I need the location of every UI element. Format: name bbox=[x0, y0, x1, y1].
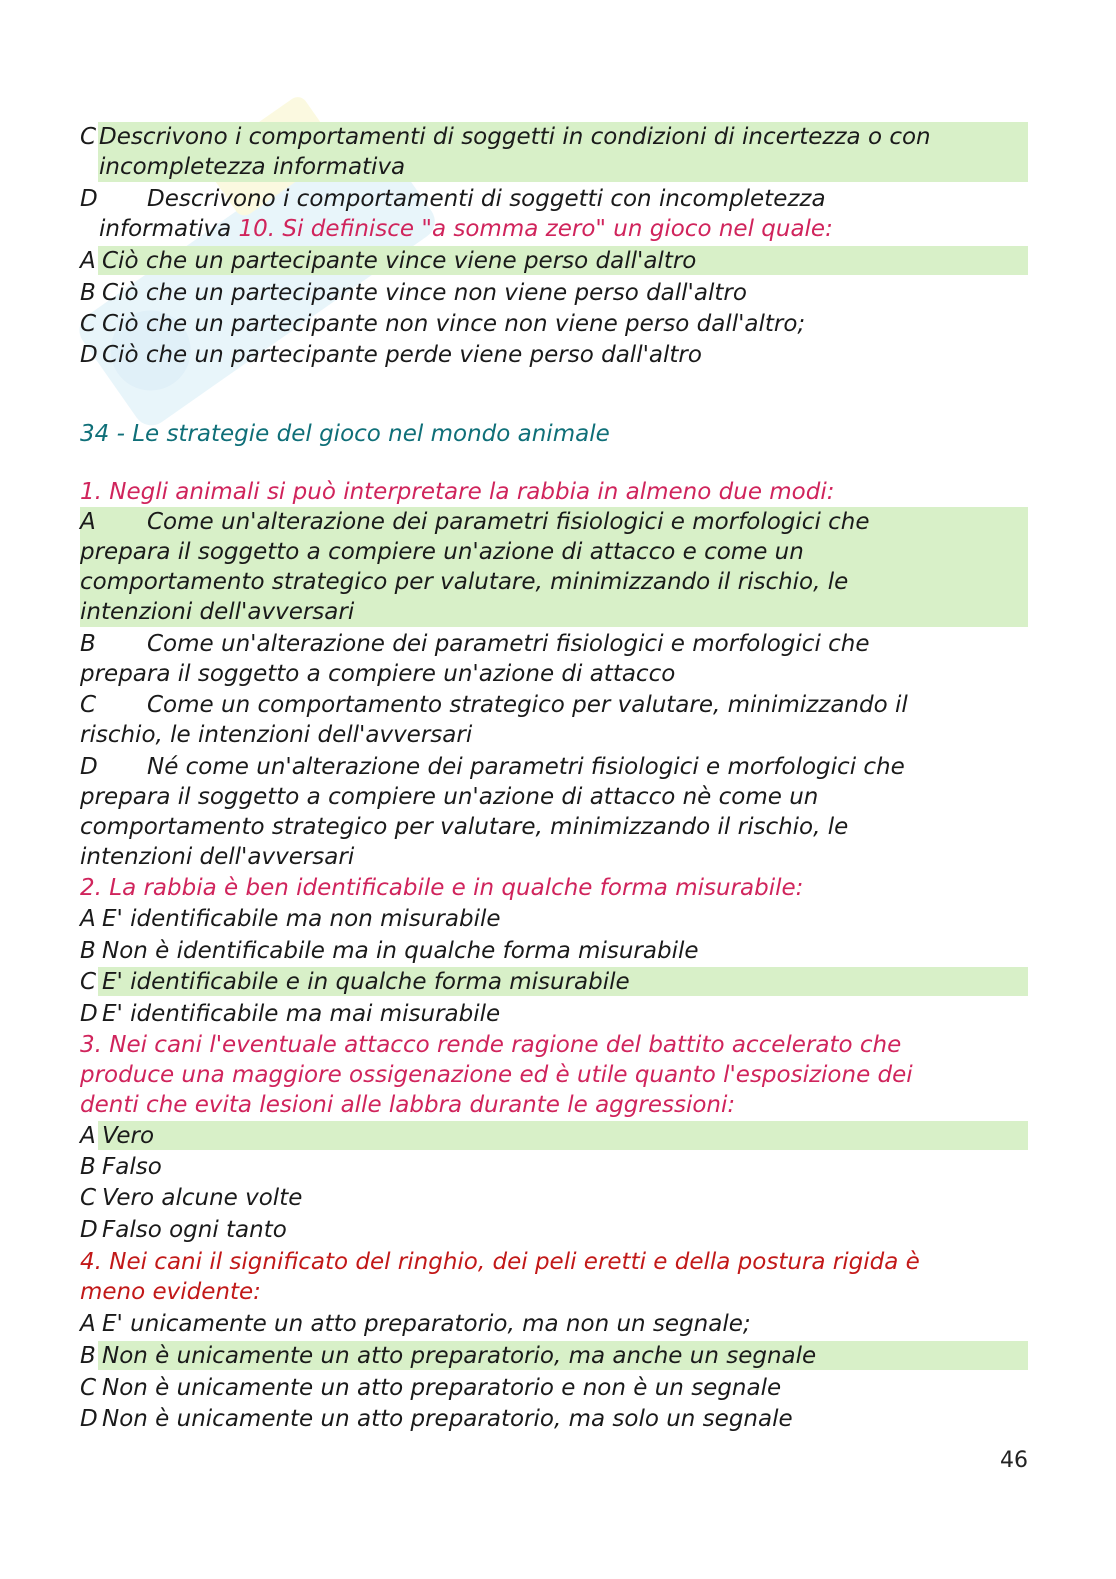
q1-option-a-cont: intenzioni dell'avversari bbox=[80, 599, 355, 625]
option-letter: C bbox=[80, 124, 97, 150]
option-letter: D bbox=[80, 1001, 98, 1027]
option-letter: A bbox=[80, 906, 96, 932]
option-letter: A bbox=[80, 1311, 96, 1337]
option-c-text: Descrivono i comportamenti di soggetti in condizioni di incertezza o con bbox=[99, 124, 931, 150]
option-letter: B bbox=[80, 280, 96, 306]
q4-option-c: Non è unicamente un atto preparatorio e non è un segnale bbox=[102, 1375, 782, 1401]
option-letter: B bbox=[80, 631, 96, 657]
q1-option-a: Come un'alterazione dei parametri fisiologici e morfologici che bbox=[147, 509, 870, 535]
option-c-text-cont: incompletezza informativa bbox=[99, 154, 406, 180]
page-number: 46 bbox=[1000, 1448, 1028, 1473]
q2-option-c: E' identificabile e in qualche forma misurabile bbox=[102, 969, 630, 995]
q4-option-d: Non è unicamente un atto preparatorio, ma solo un segnale bbox=[102, 1406, 793, 1432]
q1-option-d: Né come un'alterazione dei parametri fisiologici e morfologici che bbox=[147, 754, 905, 780]
section-title: 34 - Le strategie del gioco nel mondo animale bbox=[80, 421, 610, 447]
option-d-text: Descrivono i comportamenti di soggetti con incompletezza bbox=[147, 186, 826, 212]
q1-option-d-cont: comportamento strategico per valutare, minimizzando il rischio, le bbox=[80, 814, 849, 840]
option-letter: C bbox=[80, 692, 97, 718]
option-letter: B bbox=[80, 1343, 96, 1369]
q2-option-b: Non è identificabile ma in qualche forma misurabile bbox=[102, 938, 699, 964]
option-letter: D bbox=[80, 754, 98, 780]
q1-option-c: Come un comportamento strategico per valutare, minimizzando il bbox=[147, 692, 908, 718]
q10-option-b: Ciò che un partecipante vince non viene perso dall'altro bbox=[102, 280, 747, 306]
q1-option-d-cont: intenzioni dell'avversari bbox=[80, 844, 355, 870]
option-letter: A bbox=[80, 509, 96, 535]
question-3-cont: produce una maggiore ossigenazione ed è utile quanto l'esposizione dei bbox=[80, 1062, 913, 1088]
option-letter: C bbox=[80, 969, 97, 995]
q1-option-d-cont: prepara il soggetto a compiere un'azione di attacco nè come un bbox=[80, 784, 819, 810]
q1-option-a-cont: comportamento strategico per valutare, minimizzando il rischio, le bbox=[80, 569, 849, 595]
q1-option-a-cont: prepara il soggetto a compiere un'azione di attacco e come un bbox=[80, 539, 804, 565]
option-letter: D bbox=[80, 342, 98, 368]
option-letter: C bbox=[80, 1185, 97, 1211]
q3-option-c: Vero alcune volte bbox=[102, 1185, 303, 1211]
question-4: 4. Nei cani il significato del ringhio, dei peli eretti e della postura rigida è bbox=[80, 1249, 920, 1275]
q10-option-c: Ciò che un partecipante non vince non viene perso dall'altro; bbox=[102, 311, 806, 337]
option-letter: A bbox=[80, 248, 96, 274]
q1-option-c-cont: rischio, le intenzioni dell'avversari bbox=[80, 722, 473, 748]
question-2: 2. La rabbia è ben identificabile e in qualche forma misurabile: bbox=[80, 875, 804, 901]
question-1: 1. Negli animali si può interpretare la rabbia in almeno due modi: bbox=[80, 479, 835, 505]
q3-option-a: Vero bbox=[102, 1123, 155, 1149]
q4-option-a: E' unicamente un atto preparatorio, ma non un segnale; bbox=[102, 1311, 751, 1337]
q3-option-b: Falso bbox=[102, 1154, 162, 1180]
option-letter: C bbox=[80, 1375, 97, 1401]
q1-option-b-cont: prepara il soggetto a compiere un'azione di attacco bbox=[80, 661, 676, 687]
option-letter: D bbox=[80, 1217, 98, 1243]
option-letter: B bbox=[80, 1154, 96, 1180]
option-letter: D bbox=[80, 1406, 98, 1432]
q2-option-d: E' identificabile ma mai misurabile bbox=[102, 1001, 501, 1027]
q1-option-b: Come un'alterazione dei parametri fisiologici e morfologici che bbox=[147, 631, 870, 657]
q10-option-a: Ciò che un partecipante vince viene perso dall'altro bbox=[102, 248, 697, 274]
option-letter: C bbox=[80, 311, 97, 337]
option-letter: D bbox=[80, 186, 98, 212]
question-3: 3. Nei cani l'eventuale attacco rende ragione del battito accelerato che bbox=[80, 1032, 902, 1058]
question-10: 10. Si definisce "a somma zero" un gioco nel quale: bbox=[238, 216, 833, 242]
option-letter: B bbox=[80, 938, 96, 964]
option-d-text-cont: informativa 10. Si definisce "a somma zero" un gioco nel quale: bbox=[99, 216, 833, 242]
q10-option-d: Ciò che un partecipante perde viene perso dall'altro bbox=[102, 342, 702, 368]
option-letter: A bbox=[80, 1123, 96, 1149]
q4-option-b: Non è unicamente un atto preparatorio, ma anche un segnale bbox=[102, 1343, 817, 1369]
q2-option-a: E' identificabile ma non misurabile bbox=[102, 906, 501, 932]
question-4-cont: meno evidente: bbox=[80, 1279, 261, 1305]
q3-option-d: Falso ogni tanto bbox=[102, 1217, 287, 1243]
answer-highlight bbox=[98, 1121, 1028, 1150]
question-3-cont: denti che evita lesioni alle labbra durante le aggressioni: bbox=[80, 1092, 736, 1118]
